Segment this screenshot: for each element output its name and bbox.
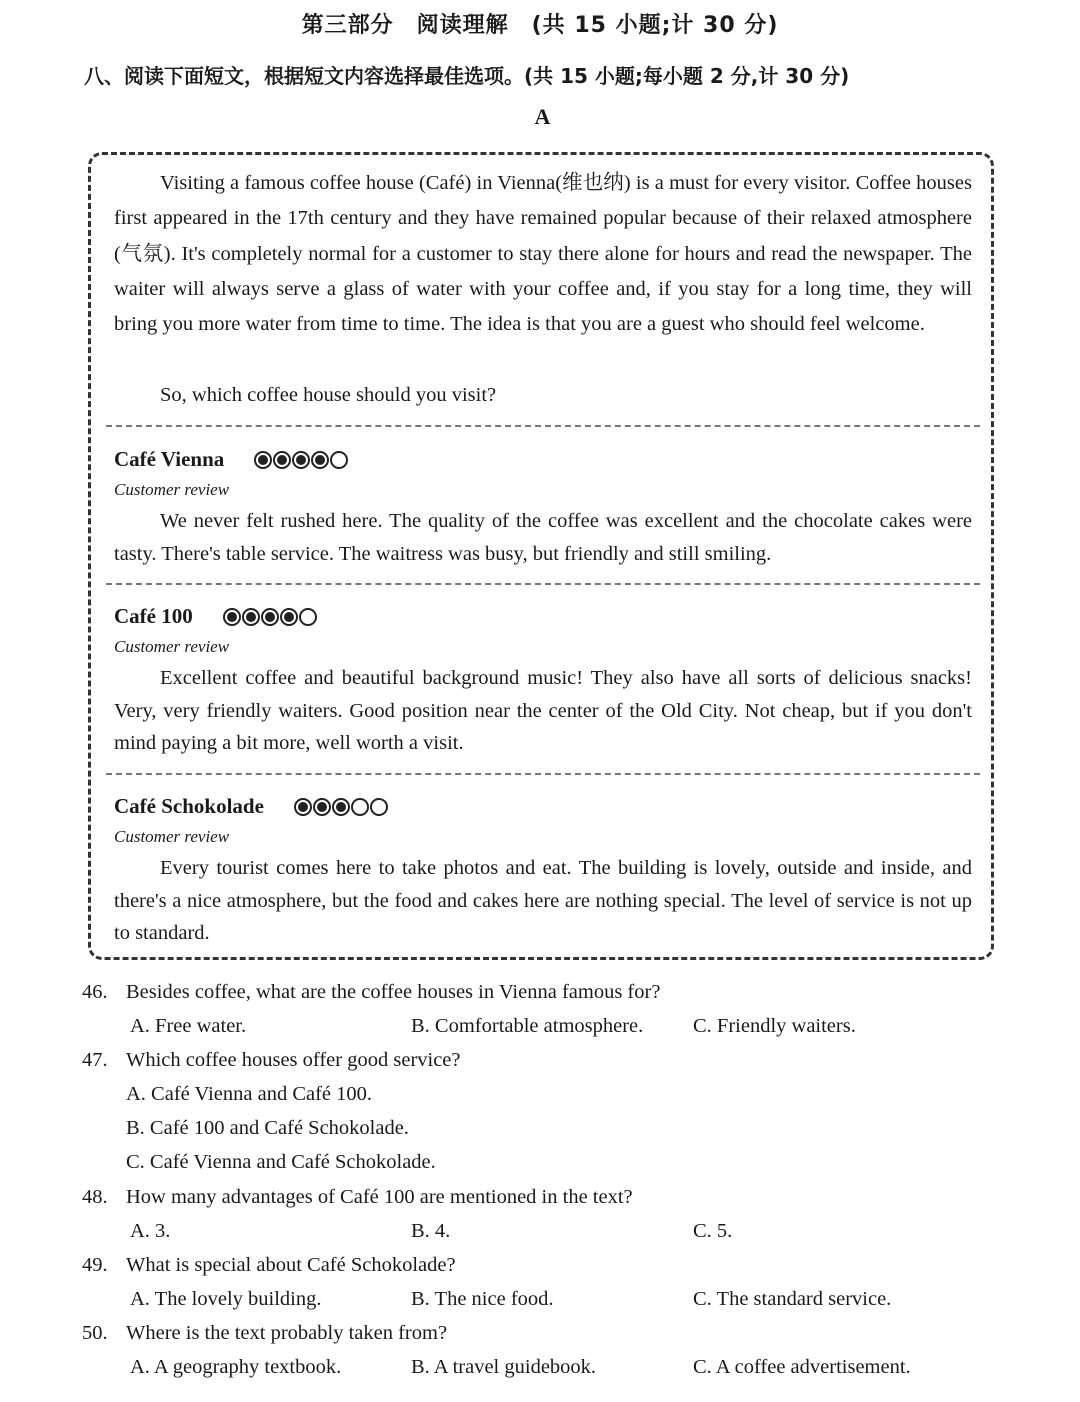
passage-letter: A (534, 104, 551, 129)
filled-circle-icon (294, 798, 312, 816)
option: C. Café Vienna and Café Schokolade. (126, 1151, 436, 1173)
review-label: Customer review (114, 827, 230, 846)
cafe-name: Café Schokolade (114, 794, 264, 818)
empty-circle-icon (370, 798, 388, 816)
filled-circle-icon (242, 608, 260, 626)
filled-circle-icon (292, 451, 310, 469)
option: C. 5. (693, 1220, 733, 1242)
option: B. The nice food. (411, 1288, 554, 1310)
cafe-review: We never felt rushed here. The quality of the coffee was excellent and the chocolate cakes were tasty. There's table service. The waitress was busy, but friendly and still smiling. (114, 510, 972, 565)
question-46: 46. Besides coffee, what are the coffee houses in Vienna famous for? (82, 981, 661, 1003)
rating-dots (223, 608, 317, 626)
review-label: Customer review (114, 480, 230, 499)
option: B. A travel guidebook. (411, 1356, 597, 1378)
empty-circle-icon (330, 451, 348, 469)
cafe-name: Café Vienna (114, 447, 225, 471)
rating-dots (254, 451, 348, 469)
filled-circle-icon (254, 451, 272, 469)
empty-circle-icon (299, 608, 317, 626)
section-instruction: 八、阅读下面短文，根据短文内容选择最佳选项。(共 15 小题;每小题 2 分,计 30 分) (84, 64, 850, 88)
option: A. 3. (130, 1220, 171, 1242)
option: A. A geography textbook. (130, 1356, 342, 1378)
filled-circle-icon (280, 608, 298, 626)
review-label: Customer review (114, 637, 230, 656)
intro-question: So, which coffee house should you visit? (160, 384, 497, 406)
filled-circle-icon (223, 608, 241, 626)
option: B. Comfortable atmosphere. (411, 1015, 644, 1037)
option: C. Friendly waiters. (693, 1015, 856, 1037)
cafe-title (114, 794, 388, 819)
empty-circle-icon (351, 798, 369, 816)
filled-circle-icon (313, 798, 331, 816)
cafe-review: Excellent coffee and beautiful background music! They also have all sorts of delicious snacks! Very, very friendly waiters. Good position near the center of the Old City. Not cheap, but if you don't mind paying a bit more, well worth a visit. (114, 667, 972, 754)
filled-circle-icon (332, 798, 350, 816)
filled-circle-icon (273, 451, 291, 469)
cafe-review: Every tourist comes here to take photos and eat. The building is lovely, outside and inside, and there's a nice atmosphere, but the food and cakes here are nothing special. The level of service is not up to standard. (114, 857, 972, 944)
part-title: 第三部分 阅读理解 (共 15 小题;计 30 分) (301, 13, 779, 38)
option: A. Free water. (130, 1015, 247, 1037)
rating-dots (294, 798, 388, 816)
separator (106, 583, 980, 585)
filled-circle-icon (261, 608, 279, 626)
question-50: 50. Where is the text probably taken from? (82, 1322, 448, 1344)
question-47: 47. Which coffee houses offer good service? (82, 1049, 461, 1071)
intro-paragraph: Visiting a famous coffee house (Café) in Vienna(维也纳) is a must for every visitor. Coffee houses first appeared in the 17th century and they have remained popular because of their relaxed atmosphere (气氛). It's completely normal for a customer to stay there alone for hours and read the newspaper. The waiter will always serve a glass of water with your coffee and, if you stay for a long time, they will bring you more water from time to time. The idea is that you are a guest who should feel welcome. (114, 172, 972, 336)
question-48: 48. How many advantages of Café 100 are mentioned in the text? (82, 1186, 633, 1208)
cafe-title (114, 447, 348, 472)
option: C. The standard service. (693, 1288, 892, 1310)
separator (106, 425, 980, 427)
cafe-name: Café 100 (114, 604, 193, 628)
option: A. Café Vienna and Café 100. (126, 1083, 373, 1105)
separator (106, 773, 980, 775)
filled-circle-icon (311, 451, 329, 469)
option: B. Café 100 and Café Schokolade. (126, 1117, 409, 1139)
cafe-title (114, 604, 317, 629)
option: A. The lovely building. (130, 1288, 322, 1310)
option: C. A coffee advertisement. (693, 1356, 911, 1378)
option: B. 4. (411, 1220, 451, 1242)
question-49: 49. What is special about Café Schokolade? (82, 1254, 456, 1276)
